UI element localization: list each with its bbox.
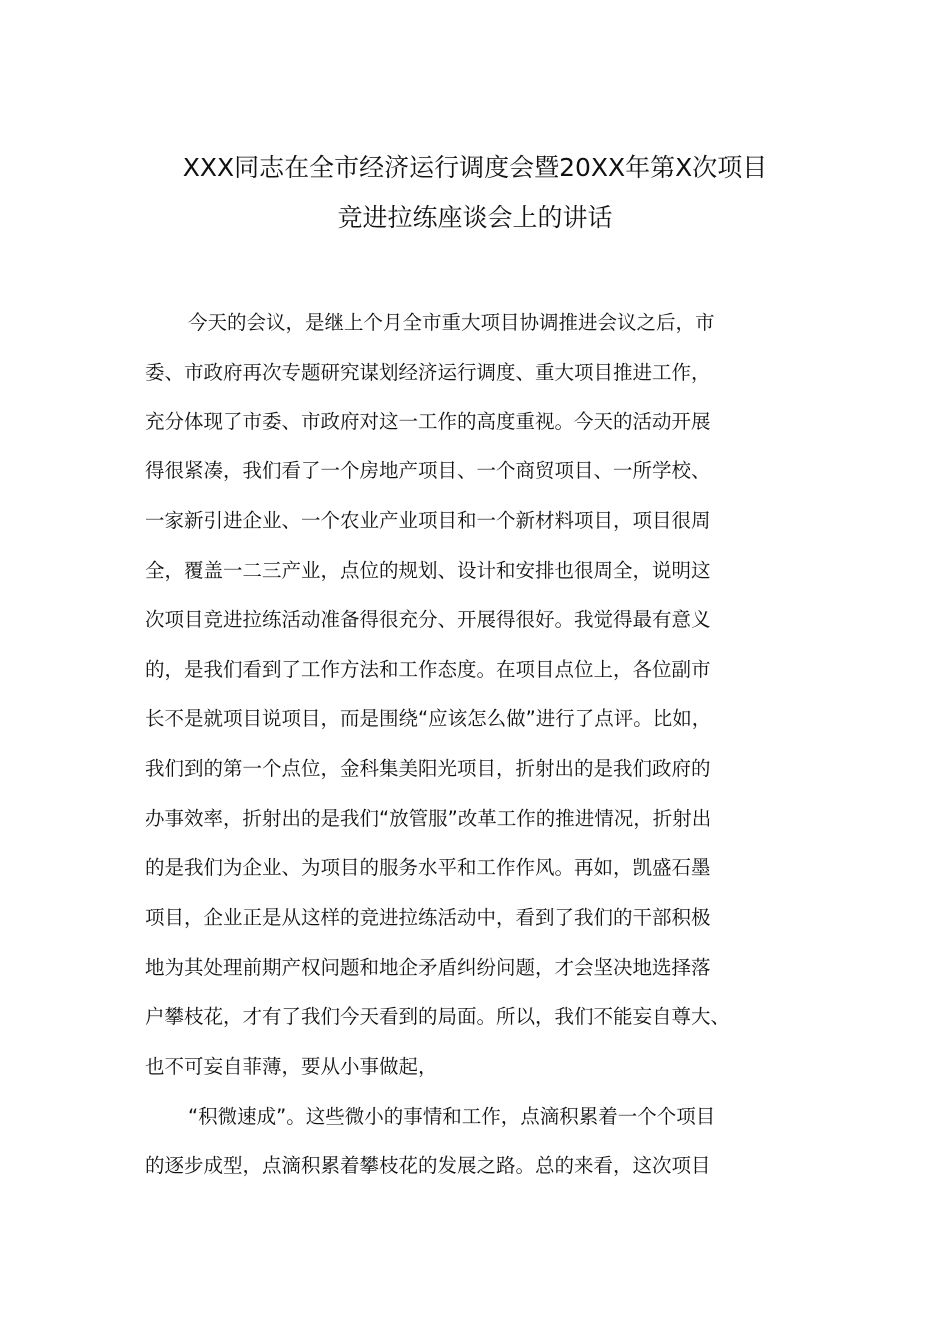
- paragraph-line: 项目，企业正是从这样的竞进拉练活动中，看到了我们的干部积极: [145, 906, 711, 929]
- paragraph-line: 一家新引进企业、一个农业产业项目和一个新材料项目，项目很周: [145, 509, 711, 532]
- paragraph-line: 地为其处理前期产权问题和地企矛盾纠纷问题，才会坚决地选择落: [145, 956, 711, 979]
- paragraph-line: 今天的会议，是继上个月全市重大项目协调推进会议之后，市: [188, 311, 715, 334]
- paragraph-line: 户攀枝花，才有了我们今天看到的局面。所以，我们不能妄自尊大、: [145, 1005, 731, 1028]
- paragraph-line: 也不可妄自菲薄，要从小事做起，: [145, 1055, 438, 1078]
- paragraph-line: 得很紧凑，我们看了一个房地产项目、一个商贸项目、一所学校、: [145, 459, 711, 482]
- paragraph-line: 办事效率，折射出的是我们“放管服”改革工作的推进情况，折射出: [145, 807, 712, 830]
- paragraph-line: 充分体现了市委、市政府对这一工作的高度重视。今天的活动开展: [145, 410, 711, 433]
- paragraph-line: 全，覆盖一二三产业，点位的规划、设计和安排也很周全，说明这: [145, 559, 711, 582]
- paragraph-line: 长不是就项目说项目，而是围绕“应该怎么做”进行了点评。比如，: [145, 707, 712, 730]
- paragraph-line: 的，是我们看到了工作方法和工作态度。在项目点位上，各位副市: [145, 658, 711, 681]
- paragraph-line: 的是我们为企业、为项目的服务水平和工作作风。再如，凯盛石墨: [145, 856, 711, 879]
- document-title-line-2: 竞进拉练座谈会上的讲话: [337, 203, 613, 232]
- paragraph-line: 我们到的第一个点位，金科集美阳光项目，折射出的是我们政府的: [145, 757, 711, 780]
- paragraph-line: 委、市政府再次专题研究谋划经济运行调度、重大项目推进工作，: [145, 361, 711, 384]
- paragraph-line: 次项目竞进拉练活动准备得很充分、开展得很好。我觉得最有意义: [145, 608, 711, 631]
- paragraph-line: 的逐步成型，点滴积累着攀枝花的发展之路。总的来看，这次项目: [145, 1154, 711, 1177]
- document-title-line-1: XXX同志在全市经济运行调度会暨20XX年第X次项目: [182, 153, 768, 182]
- paragraph-line: “积微速成”。这些微小的事情和工作，点滴积累着一个个项目: [188, 1105, 716, 1128]
